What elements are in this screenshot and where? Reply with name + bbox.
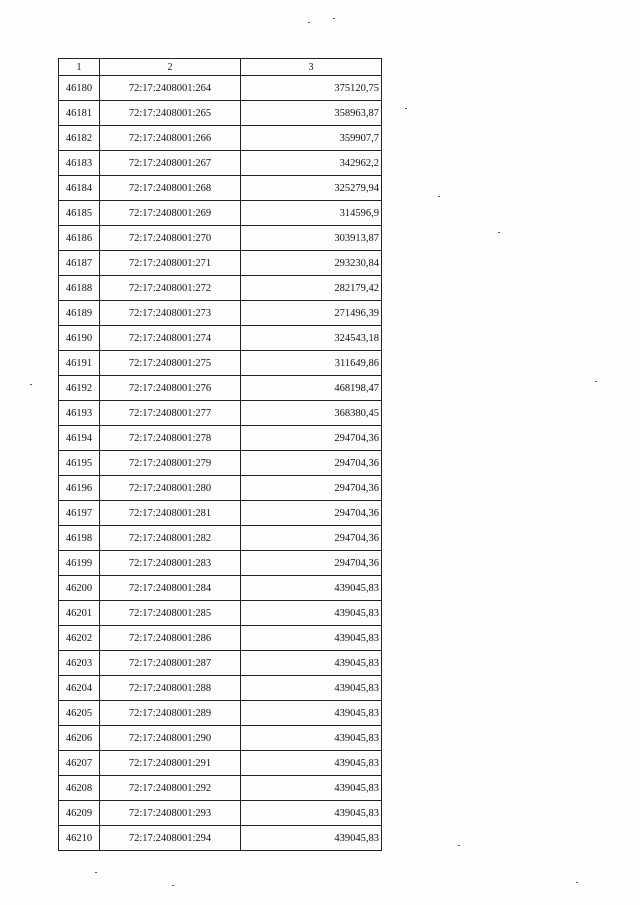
row-number-cell: 46205 (59, 701, 100, 726)
cadastral-number-cell: 72:17:2408001:276 (100, 376, 241, 401)
table-row (59, 201, 382, 226)
table-row (59, 151, 382, 176)
table-row (59, 451, 382, 476)
cadastral-number-cell: 72:17:2408001:277 (100, 401, 241, 426)
row-number-cell: 46199 (59, 551, 100, 576)
row-number-cell: 46188 (59, 276, 100, 301)
table-row (59, 76, 382, 101)
table-row (59, 401, 382, 426)
row-number-cell: 46203 (59, 651, 100, 676)
table-row (59, 276, 382, 301)
cadastral-value-cell: 439045,83 (241, 826, 382, 851)
cadastral-value-cell: 439045,83 (241, 801, 382, 826)
cadastral-number-cell: 72:17:2408001:268 (100, 176, 241, 201)
table-row (59, 301, 382, 326)
table-row (59, 601, 382, 626)
scan-speck (30, 384, 32, 385)
table-row (59, 476, 382, 501)
cadastral-value-cell: 294704,36 (241, 476, 382, 501)
cadastral-value-cell: 325279,94 (241, 176, 382, 201)
cadastral-value-table (58, 58, 382, 851)
cadastral-value-cell: 375120,75 (241, 76, 382, 101)
cadastral-value-cell: 324543,18 (241, 326, 382, 351)
cadastral-number-cell: 72:17:2408001:280 (100, 476, 241, 501)
cadastral-number-cell: 72:17:2408001:282 (100, 526, 241, 551)
header-col-1: 1 (59, 59, 100, 76)
cadastral-value-cell: 271496,39 (241, 301, 382, 326)
table-row (59, 651, 382, 676)
table-row (59, 826, 382, 851)
table-row (59, 776, 382, 801)
row-number-cell: 46189 (59, 301, 100, 326)
cadastral-value-cell: 358963,87 (241, 101, 382, 126)
table-header (59, 59, 382, 76)
table-row (59, 576, 382, 601)
cadastral-number-cell: 72:17:2408001:284 (100, 576, 241, 601)
table-row (59, 326, 382, 351)
cadastral-number-cell: 72:17:2408001:267 (100, 151, 241, 176)
row-number-cell: 46190 (59, 326, 100, 351)
cadastral-value-cell: 294704,36 (241, 426, 382, 451)
cadastral-value-cell: 293230,84 (241, 251, 382, 276)
table-row (59, 251, 382, 276)
cadastral-value-cell: 294704,36 (241, 526, 382, 551)
cadastral-number-cell: 72:17:2408001:289 (100, 701, 241, 726)
row-number-cell: 46181 (59, 101, 100, 126)
cadastral-value-cell: 439045,83 (241, 701, 382, 726)
cadastral-value-cell: 368380,45 (241, 401, 382, 426)
row-number-cell: 46209 (59, 801, 100, 826)
cadastral-value-cell: 294704,36 (241, 451, 382, 476)
row-number-cell: 46195 (59, 451, 100, 476)
row-number-cell: 46193 (59, 401, 100, 426)
table-row (59, 226, 382, 251)
cadastral-number-cell: 72:17:2408001:265 (100, 101, 241, 126)
table-row (59, 176, 382, 201)
cadastral-value-cell: 439045,83 (241, 601, 382, 626)
row-number-cell: 46187 (59, 251, 100, 276)
cadastral-value-cell: 439045,83 (241, 626, 382, 651)
row-number-cell: 46196 (59, 476, 100, 501)
scan-speck (458, 845, 460, 846)
row-number-cell: 46186 (59, 226, 100, 251)
table-row (59, 701, 382, 726)
row-number-cell: 46204 (59, 676, 100, 701)
cadastral-number-cell: 72:17:2408001:266 (100, 126, 241, 151)
row-number-cell: 46182 (59, 126, 100, 151)
scan-speck (438, 196, 440, 197)
cadastral-number-cell: 72:17:2408001:271 (100, 251, 241, 276)
row-number-cell: 46202 (59, 626, 100, 651)
cadastral-number-cell: 72:17:2408001:283 (100, 551, 241, 576)
row-number-cell: 46192 (59, 376, 100, 401)
cadastral-value-cell: 294704,36 (241, 501, 382, 526)
table-row (59, 101, 382, 126)
cadastral-value-cell: 439045,83 (241, 726, 382, 751)
cadastral-value-cell: 303913,87 (241, 226, 382, 251)
table-row (59, 501, 382, 526)
table-row (59, 126, 382, 151)
row-number-cell: 46183 (59, 151, 100, 176)
scan-speck (595, 381, 597, 382)
cadastral-value-cell: 439045,83 (241, 676, 382, 701)
table-row (59, 526, 382, 551)
cadastral-value-cell: 439045,83 (241, 776, 382, 801)
cadastral-number-cell: 72:17:2408001:292 (100, 776, 241, 801)
scan-speck (405, 108, 407, 109)
table-body (59, 76, 382, 851)
cadastral-number-cell: 72:17:2408001:272 (100, 276, 241, 301)
cadastral-value-cell: 468198,47 (241, 376, 382, 401)
cadastral-number-cell: 72:17:2408001:293 (100, 801, 241, 826)
cadastral-value-cell: 314596,9 (241, 201, 382, 226)
scan-speck (95, 872, 97, 873)
cadastral-number-cell: 72:17:2408001:290 (100, 726, 241, 751)
scan-speck (172, 885, 174, 886)
row-number-cell: 46184 (59, 176, 100, 201)
table-row (59, 726, 382, 751)
cadastral-number-cell: 72:17:2408001:264 (100, 76, 241, 101)
cadastral-value-cell: 311649,86 (241, 351, 382, 376)
cadastral-number-cell: 72:17:2408001:273 (100, 301, 241, 326)
row-number-cell: 46194 (59, 426, 100, 451)
cadastral-value-cell: 439045,83 (241, 651, 382, 676)
scan-speck (308, 22, 310, 23)
table-row (59, 801, 382, 826)
cadastral-number-cell: 72:17:2408001:285 (100, 601, 241, 626)
cadastral-number-cell: 72:17:2408001:291 (100, 751, 241, 776)
cadastral-value-cell: 359907,7 (241, 126, 382, 151)
row-number-cell: 46198 (59, 526, 100, 551)
row-number-cell: 46207 (59, 751, 100, 776)
row-number-cell: 46206 (59, 726, 100, 751)
row-number-cell: 46191 (59, 351, 100, 376)
row-number-cell: 46180 (59, 76, 100, 101)
cadastral-value-cell: 439045,83 (241, 751, 382, 776)
table-row (59, 551, 382, 576)
table-row (59, 426, 382, 451)
cadastral-number-cell: 72:17:2408001:287 (100, 651, 241, 676)
table-row (59, 751, 382, 776)
cadastral-value-cell: 439045,83 (241, 576, 382, 601)
cadastral-value-cell: 282179,42 (241, 276, 382, 301)
cadastral-number-cell: 72:17:2408001:286 (100, 626, 241, 651)
cadastral-number-cell: 72:17:2408001:269 (100, 201, 241, 226)
cadastral-number-cell: 72:17:2408001:275 (100, 351, 241, 376)
header-row (59, 59, 382, 76)
scan-speck (333, 18, 335, 19)
table-row (59, 626, 382, 651)
cadastral-value-cell: 294704,36 (241, 551, 382, 576)
row-number-cell: 46208 (59, 776, 100, 801)
cadastral-number-cell: 72:17:2408001:281 (100, 501, 241, 526)
cadastral-value-cell: 342962,2 (241, 151, 382, 176)
cadastral-number-cell: 72:17:2408001:294 (100, 826, 241, 851)
row-number-cell: 46185 (59, 201, 100, 226)
cadastral-number-cell: 72:17:2408001:274 (100, 326, 241, 351)
cadastral-number-cell: 72:17:2408001:278 (100, 426, 241, 451)
table-row (59, 376, 382, 401)
header-col-2: 2 (100, 59, 241, 76)
row-number-cell: 46200 (59, 576, 100, 601)
cadastral-number-cell: 72:17:2408001:270 (100, 226, 241, 251)
row-number-cell: 46210 (59, 826, 100, 851)
table-row (59, 351, 382, 376)
cadastral-number-cell: 72:17:2408001:279 (100, 451, 241, 476)
row-number-cell: 46197 (59, 501, 100, 526)
row-number-cell: 46201 (59, 601, 100, 626)
table-row (59, 676, 382, 701)
scan-speck (576, 882, 578, 883)
cadastral-number-cell: 72:17:2408001:288 (100, 676, 241, 701)
scan-speck (498, 232, 500, 233)
header-col-3: 3 (241, 59, 382, 76)
